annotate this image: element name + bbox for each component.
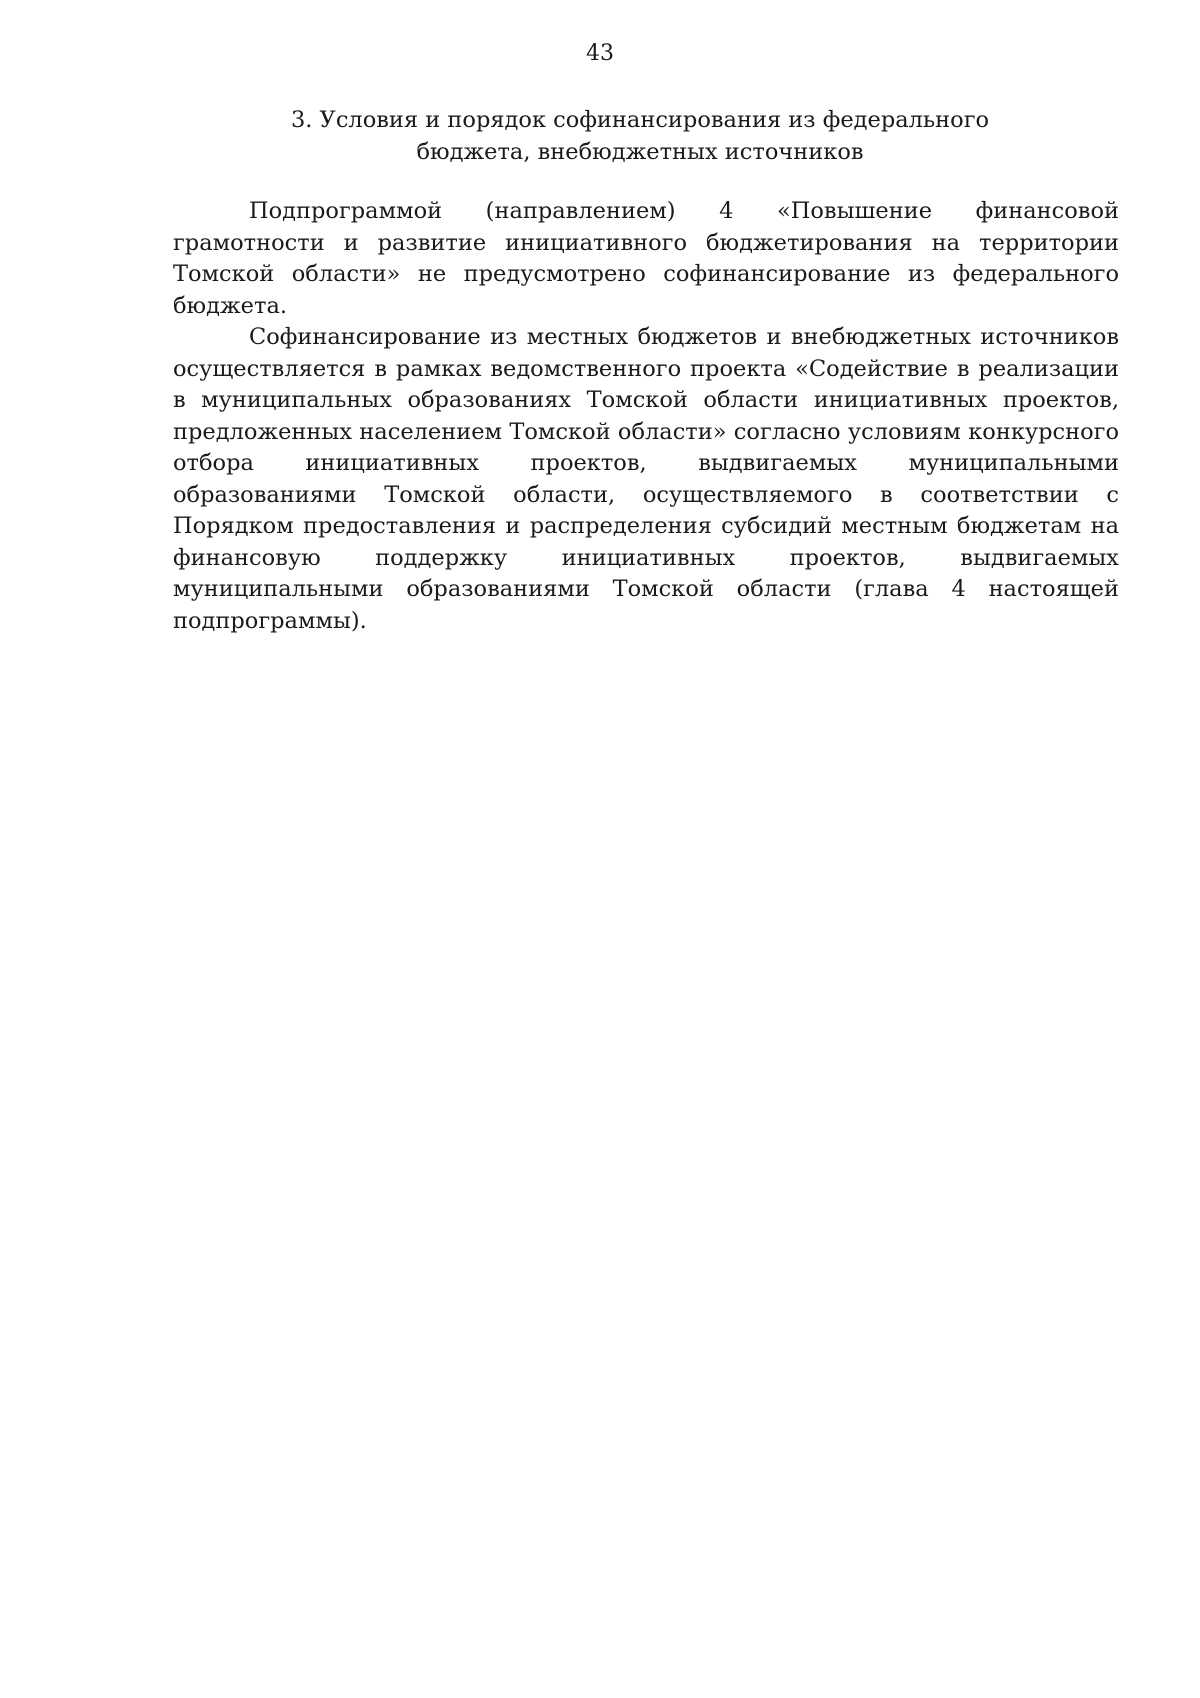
page-number: 43	[586, 41, 614, 66]
section-title-line-1: 3. Условия и порядок софинансирования из федерального	[290, 107, 990, 133]
paragraph-federal-cofinancing: Подпрограммой (направлением) 4 «Повышение финансовой грамотности и развитие инициативного бюджетирования на территории Томской области» не предусмотрено софинансирование из федерального бюджета.	[173, 198, 1119, 319]
paragraph-local-cofinancing: Софинансирование из местных бюджетов и внебюджетных источников осуществляется в рамках ведомственного проекта «Содействие в реализации в муниципальных образованиях Томской области инициативных проектов, предложенных населением Томской области» согласно условиям конкурсного отбора инициативных проектов, выдвигаемых муниципальными образованиями Томской области, осуществляемого в соответствии с Порядком предоставления и распределения субсидий местным бюджетам на финансовую поддержку инициативных проектов, выдвигаемых муниципальными образованиями Томской области (глава 4 настоящей подпрограммы).	[173, 324, 1119, 634]
section-title	[170, 104, 1110, 168]
section-title-line-2: бюджета, внебюджетных источников	[416, 139, 864, 165]
body-text	[173, 196, 1119, 637]
